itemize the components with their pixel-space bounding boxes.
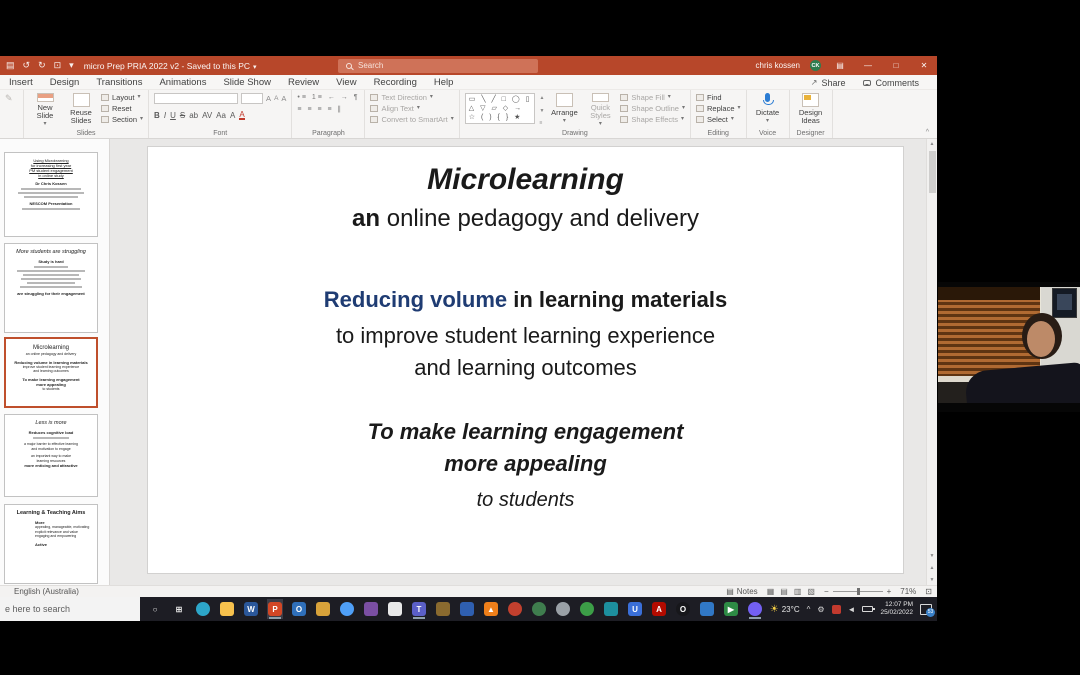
thumbnail-text-line: Microlearning xyxy=(32,345,69,351)
brown-app-glyph xyxy=(436,602,450,616)
microphone-app-glyph xyxy=(700,602,714,616)
cortana-glyph: ○ xyxy=(152,604,158,614)
taskbar-icon-word[interactable] xyxy=(243,599,259,619)
thumbnail-text-line: a major barrier to effective learning xyxy=(23,442,79,446)
shape-outline-button[interactable]: Shape Outline ▾ xyxy=(620,104,685,113)
qat-icon-4[interactable]: ▾ xyxy=(69,60,74,70)
collapse-ribbon-button[interactable]: ^ xyxy=(925,129,929,136)
voice-group: Dictate ▾ Voice xyxy=(747,90,790,138)
chevron-down-icon: ▾ xyxy=(253,63,257,71)
work-area xyxy=(0,139,937,585)
vlc-glyph: ▲ xyxy=(484,602,498,616)
zoom-percent[interactable]: 71% xyxy=(900,587,917,596)
thumbnail-text-line: Less is more xyxy=(35,420,67,426)
convert-smartart-button[interactable]: Convert to SmartArt ▾ xyxy=(370,115,453,124)
reset-button[interactable]: Reset xyxy=(101,104,143,113)
tab-insert[interactable]: Insert xyxy=(9,76,33,88)
zoom-out-button[interactable]: − xyxy=(823,587,829,596)
chevron-down-icon: ▾ xyxy=(43,121,47,127)
format-painter-icon[interactable]: ✎ xyxy=(5,93,13,103)
taskbar-icon-cortana[interactable] xyxy=(147,599,163,619)
green-globe-app-glyph xyxy=(532,602,546,616)
thumbnail-text-line: learning resources xyxy=(36,458,66,463)
ribbon-display-options-button[interactable]: ▤ xyxy=(836,61,844,70)
editing-group: Find Replace ▾ Select ▾ Editing xyxy=(691,90,747,138)
blinds-top-shadow xyxy=(938,287,1040,300)
taskbar-icon-office-yellow-app[interactable] xyxy=(315,599,331,619)
green-play-app-glyph: ▶ xyxy=(724,602,738,616)
tab-slide-show[interactable]: Slide Show xyxy=(223,76,271,88)
view-icon-1[interactable]: ▤ xyxy=(780,587,788,596)
font-button-0[interactable]: B xyxy=(154,111,160,120)
slide-thumbnail-5[interactable] xyxy=(4,504,98,584)
view-icon-3[interactable]: ▧ xyxy=(807,587,815,596)
replace-button[interactable]: Replace ▾ xyxy=(696,104,741,113)
slide-canvas xyxy=(110,139,937,585)
tray-date: 25/02/2022 xyxy=(880,609,913,616)
thumbnail-text-line: Using Microlearning xyxy=(33,158,69,163)
slide-line-outcomes: and learning outcomes xyxy=(414,355,637,380)
thumbnail-text-line: explicit relevance and value xyxy=(35,529,78,534)
thumbnail-text-line xyxy=(33,437,70,439)
slides-stack xyxy=(101,93,143,128)
view-switcher xyxy=(767,587,815,596)
tabrow-actions xyxy=(811,75,919,90)
taskbar-icon-notepad[interactable] xyxy=(387,599,403,619)
qat-icon-3[interactable]: ⊡ xyxy=(53,60,62,70)
powerpoint-titlebar xyxy=(0,56,937,75)
word-glyph: W xyxy=(244,602,258,616)
tray-battery-icon[interactable] xyxy=(862,606,873,612)
task-view-glyph: ⊞ xyxy=(175,604,183,614)
share-button[interactable]: ↗ Share xyxy=(810,77,846,88)
font-group: A A A B I U S ab AV Aa A A Font xyxy=(149,90,292,138)
outlook-glyph: O xyxy=(292,602,306,616)
minimize-button[interactable]: — xyxy=(864,61,872,70)
thumbnail-text-line: appealing, manageable, motivating xyxy=(35,525,90,529)
thumbnail-text-line: for increasing first year xyxy=(30,163,72,168)
taskbar-icons xyxy=(147,599,763,619)
taskbar-icon-teal-square-app[interactable] xyxy=(603,599,619,619)
view-icon-0[interactable]: ▦ xyxy=(766,587,775,596)
thumbnail-text-line xyxy=(21,188,82,190)
file-explorer-glyph xyxy=(220,602,234,616)
user-avatar[interactable]: CK xyxy=(810,60,821,71)
red-circle-app-glyph xyxy=(508,602,522,616)
thumbnail-text-line: to students xyxy=(42,386,60,391)
thumbnail-text-line: More xyxy=(35,520,45,525)
taskbar-icon-edge-browser[interactable] xyxy=(195,599,211,619)
chrome-glyph xyxy=(340,602,354,616)
thumbnail-text-line: NESCOM Presentation xyxy=(29,201,73,206)
design-ideas-button[interactable]: Design Ideas xyxy=(795,93,827,128)
thumbnail-text-line: and learning outcomes xyxy=(33,369,69,373)
thumbnail-text-line xyxy=(17,270,85,272)
grow-font-button[interactable]: A xyxy=(266,94,272,103)
presenter-face xyxy=(1027,321,1055,357)
reset-icon xyxy=(101,105,109,112)
tray-gear-icon[interactable]: ⚙ xyxy=(817,604,825,614)
section-button[interactable]: Section ▾ xyxy=(101,115,143,124)
taskbar-icon-microphone-app[interactable] xyxy=(699,599,715,619)
teams-glyph: T xyxy=(412,602,426,616)
search-box[interactable] xyxy=(338,59,538,73)
user-name: chris kossen xyxy=(755,61,800,70)
dictate-button[interactable]: Dictate ▾ xyxy=(752,93,784,128)
thumbnail-text-line xyxy=(24,196,77,198)
thumbnail-text-line: Learning & Teaching Aims xyxy=(16,510,86,516)
thumbnail-text-line: and motivation to engage xyxy=(31,446,71,451)
adobe-reader-glyph: A xyxy=(652,602,666,616)
purple-app-glyph xyxy=(364,602,378,616)
fit-to-window-icon[interactable]: ⊡ xyxy=(925,587,932,596)
screen-share xyxy=(0,56,937,621)
taskbar-icon-u-blue-app[interactable] xyxy=(627,599,643,619)
clipboard-group-partial xyxy=(0,90,24,138)
thumbnail-text-line: an online pedagogy and delivery xyxy=(25,352,77,356)
green-circle-app-glyph xyxy=(580,602,594,616)
ribbon-tab-row xyxy=(0,75,937,90)
powerpoint-glyph: P xyxy=(268,602,282,616)
taskbar-icon-powerpoint[interactable] xyxy=(267,599,283,619)
slides-group: New Slide ▾ Reuse Slides Layout ▾ Reset Section ▾ Slides xyxy=(24,90,149,138)
section-icon xyxy=(101,116,109,123)
slide-thumbnail-2[interactable] xyxy=(4,243,98,333)
shape-effects-button[interactable]: Shape Effects ▾ xyxy=(620,115,685,124)
comments-icon xyxy=(863,80,871,86)
paragraph-buttons-row1[interactable]: •≡ 1≡ ← → ¶ xyxy=(297,94,360,101)
thumbnail-text-line xyxy=(27,282,75,284)
thumbnail-text-line xyxy=(23,274,78,276)
slide-line-students: to students xyxy=(476,489,575,511)
taskbar-icon-green-circle-app[interactable] xyxy=(579,599,595,619)
thumbnail-text-line: an important way to make xyxy=(30,454,72,458)
notes-button[interactable]: ▤ Notes xyxy=(726,587,758,596)
temperature: 23°C xyxy=(781,604,800,614)
slide-line-engagement: To make learning engagement xyxy=(367,419,684,444)
zoom-slider-thumb[interactable] xyxy=(857,588,860,595)
slide-line-reducing-volume: Reducing volume in learning materials xyxy=(323,287,728,312)
black-circle-app-glyph: O xyxy=(676,602,690,616)
thumbnail-text-line xyxy=(21,278,82,280)
shape-gallery[interactable]: ▭ ╲ ╱ □ ◯ ▯ △ ▽ ▱ ◇ → ☆ ( ) { } ★ xyxy=(465,93,536,128)
font-button-4[interactable]: ab xyxy=(189,111,199,120)
layout-icon xyxy=(101,94,109,101)
font-button-1[interactable]: I xyxy=(163,111,167,120)
taskbar-icon-black-circle-app[interactable] xyxy=(675,599,691,619)
taskbar-icon-red-circle-app[interactable] xyxy=(507,599,523,619)
designer-group: Design Ideas Designer xyxy=(790,90,833,138)
thumbnail-text-line: more enticing and attractive xyxy=(24,463,78,468)
slide-line-improve: to improve student learning experience xyxy=(335,323,716,348)
layout-button[interactable]: Layout ▾ xyxy=(101,93,143,102)
vertical-scrollbar[interactable] xyxy=(926,139,937,585)
microphone-icon xyxy=(759,93,776,107)
tray-clock[interactable] xyxy=(880,601,913,617)
scrollbar-thumb[interactable] xyxy=(929,151,936,193)
tab-help[interactable]: Help xyxy=(433,76,454,88)
quick-access-toolbar[interactable] xyxy=(0,60,84,71)
thumbnail-text-line: Study is hard xyxy=(38,259,64,264)
thumbnail-text-line: more appealing xyxy=(36,381,66,387)
arrange-button[interactable]: Arrange ▾ xyxy=(548,93,580,128)
qat-icon-0[interactable]: ▤ xyxy=(6,60,15,70)
webcam-video xyxy=(938,287,1080,403)
thumbnail-text-line xyxy=(22,208,81,210)
qat-icon-1[interactable]: ↺ xyxy=(22,60,31,70)
clear-format-button[interactable]: A xyxy=(281,94,287,103)
tray-time: 12:07 PM xyxy=(885,601,913,608)
edge-browser-glyph xyxy=(196,602,210,616)
new-slide-button[interactable]: New Slide ▾ xyxy=(29,93,61,128)
thumbnail-text-line: improve student learning experience xyxy=(22,364,80,369)
search-placeholder: Search xyxy=(358,61,384,70)
arrange-icon xyxy=(556,93,573,107)
zoom-control xyxy=(824,587,891,596)
tray-speaker-icon[interactable]: ◄ xyxy=(847,604,856,614)
slide-thumbnail-4[interactable] xyxy=(4,414,98,497)
comments-button[interactable]: Comments xyxy=(863,78,919,88)
taskbar-icon-chrome[interactable] xyxy=(339,599,355,619)
font-button-5[interactable]: AV xyxy=(202,111,213,120)
slide-subtitle: an online pedagogy and delivery xyxy=(352,205,699,232)
font-button-3[interactable]: S xyxy=(179,111,186,120)
thumbnail-text-line: Dr Chris Kossen xyxy=(35,181,67,186)
slide-thumbnail-1[interactable] xyxy=(4,152,98,237)
ribbon xyxy=(0,90,937,139)
current-slide[interactable] xyxy=(148,147,903,573)
picture-frame xyxy=(1052,288,1077,318)
select-button[interactable]: Select ▾ xyxy=(696,115,741,124)
font-button-8[interactable]: A xyxy=(239,110,245,119)
taskbar-icon-green-globe-app[interactable] xyxy=(531,599,547,619)
taskbar-icon-task-view[interactable] xyxy=(171,599,187,619)
font-button-6[interactable]: Aa xyxy=(216,111,226,120)
view-icon-2[interactable]: ▥ xyxy=(793,587,802,596)
thumbnail-panel xyxy=(0,139,110,585)
thumbnail-text-line: are struggling for their engagement xyxy=(17,291,85,296)
new-slide-icon xyxy=(37,93,54,102)
sun-icon: ☀ xyxy=(769,603,779,615)
taskbar-icon-adobe-reader[interactable] xyxy=(651,599,667,619)
thumbnail-text-line: Reducing volume in learning materials xyxy=(14,359,88,365)
thumbnail-text-line xyxy=(18,192,84,194)
shape-gallery-scroll[interactable]: ▲ ▼ ≡ xyxy=(539,95,545,126)
grey-app-glyph xyxy=(556,602,570,616)
font-size-combo[interactable] xyxy=(241,93,263,104)
taskbar-icon-green-play-app[interactable] xyxy=(723,599,739,619)
thumbnail-text-line: engaging and empowering xyxy=(35,534,77,538)
ribbon-tabs xyxy=(0,77,453,88)
reuse-slides-button[interactable]: Reuse Slides xyxy=(65,93,97,128)
thumbnail-text-line: Active xyxy=(35,541,48,547)
previous-slide-button[interactable]: ▲ xyxy=(929,565,935,571)
slide-thumbnail-3[interactable] xyxy=(4,337,98,408)
taskbar-icon-file-explorer[interactable] xyxy=(219,599,235,619)
paragraph-group: •≡ 1≡ ← → ¶ ≡ ≡ ≡ ≡ ∥ Paragraph xyxy=(292,90,365,138)
taskbar-icon-brown-app[interactable] xyxy=(435,599,451,619)
tab-recording[interactable]: Recording xyxy=(373,76,417,88)
font-button-7[interactable]: A xyxy=(229,111,236,120)
font-button-2[interactable]: U xyxy=(170,111,176,120)
find-button[interactable]: Find xyxy=(696,93,741,102)
document-title: micro Prep PRIA 2022 v2 - Saved to this PC ▾ xyxy=(83,60,257,71)
language-indicator[interactable]: English (Australia) xyxy=(14,587,79,596)
taskbar-icon-blue-swoosh-app[interactable] xyxy=(459,599,475,619)
text-direction-button[interactable]: Text Direction ▾ xyxy=(370,93,453,102)
notepad-glyph xyxy=(388,602,402,616)
webcam-overlay xyxy=(938,282,1080,412)
blue-swoosh-app-glyph xyxy=(460,602,474,616)
titlebar-right xyxy=(756,56,933,75)
thumbnail-text-line: Reduces cognitive load xyxy=(28,430,74,435)
search-icon xyxy=(346,63,352,69)
tab-design[interactable]: Design xyxy=(49,76,80,88)
taskbar-icon-vlc[interactable] xyxy=(483,599,499,619)
thumbnail-text-line xyxy=(20,286,83,288)
close-button[interactable]: ✕ xyxy=(920,61,928,70)
system-tray xyxy=(770,601,937,617)
taskbar-icon-teams[interactable] xyxy=(411,599,427,619)
slide-line-appealing: more appealing xyxy=(444,451,607,476)
office-yellow-app-glyph xyxy=(316,602,330,616)
u-blue-app-glyph: U xyxy=(628,602,642,616)
thumbnail-text-line: PM student engagement xyxy=(29,168,73,173)
shrink-font-button[interactable]: A xyxy=(274,95,279,102)
thumbnail-text-line xyxy=(34,266,69,268)
notes-icon: ▤ xyxy=(726,587,734,596)
weather-widget[interactable] xyxy=(770,604,800,615)
tray-red-app-icon[interactable] xyxy=(832,605,841,614)
text-group xyxy=(365,90,459,138)
scroll-down-icon[interactable]: ▼ xyxy=(929,553,935,559)
design-ideas-icon xyxy=(802,93,819,107)
windows-taskbar xyxy=(0,597,937,621)
scroll-up-icon[interactable]: ▲ xyxy=(929,141,935,147)
taskbar-icon-outlook[interactable] xyxy=(291,599,307,619)
taskbar-icon-purple-app[interactable] xyxy=(363,599,379,619)
quick-styles-button[interactable]: Quick Styles ▾ xyxy=(584,93,616,128)
notification-badge: 53 xyxy=(927,609,934,615)
quick-styles-icon xyxy=(592,93,609,102)
status-bar xyxy=(0,585,937,597)
shape-fill-button[interactable]: Shape Fill ▾ xyxy=(620,93,685,102)
taskbar-icon-viber[interactable] xyxy=(747,599,763,619)
tab-view[interactable]: View xyxy=(336,76,357,88)
zoom-slider[interactable] xyxy=(833,591,883,592)
reuse-slides-icon xyxy=(73,93,90,107)
paragraph-buttons-row2[interactable]: ≡ ≡ ≡ ≡ ∥ xyxy=(297,106,344,113)
teal-square-app-glyph xyxy=(604,602,618,616)
tab-review[interactable]: Review xyxy=(287,76,320,88)
drawing-group: ▭ ╲ ╱ □ ◯ ▯ △ ▽ ▱ ◇ → ☆ ( ) { } ★ ▲ ▼ ≡ Arrange ▾ Quick Styles ▾ Shape Fill ▾ Shape Outline ▾ Shape Effects ▾ Drawing xyxy=(460,90,691,138)
thumbnail-text-line: in online study xyxy=(38,173,64,178)
font-buttons xyxy=(154,111,286,120)
qat-icon-2[interactable]: ↻ xyxy=(38,60,46,70)
taskbar-icon-grey-app[interactable] xyxy=(555,599,571,619)
maximize-button[interactable]: □ xyxy=(893,61,899,70)
action-center-icon[interactable] xyxy=(920,604,932,615)
align-text-button[interactable]: Align Text ▾ xyxy=(370,104,453,113)
slide-title: Microlearning xyxy=(427,163,624,196)
share-icon: ↗ xyxy=(810,78,818,87)
thumbnail-text-line: To make learning engagement xyxy=(22,376,80,382)
thumbnail-text-line: More students are struggling xyxy=(16,249,86,255)
zoom-in-button[interactable]: + xyxy=(886,587,892,596)
taskbar-search[interactable]: e here to search xyxy=(0,597,140,621)
tray-chevron-up-icon[interactable]: ^ xyxy=(806,604,811,614)
tab-animations[interactable]: Animations xyxy=(159,76,207,88)
font-name-combo[interactable] xyxy=(154,93,238,104)
next-slide-button[interactable]: ▼ xyxy=(929,577,935,583)
tab-transitions[interactable]: Transitions xyxy=(96,76,143,88)
viber-glyph xyxy=(748,602,762,616)
